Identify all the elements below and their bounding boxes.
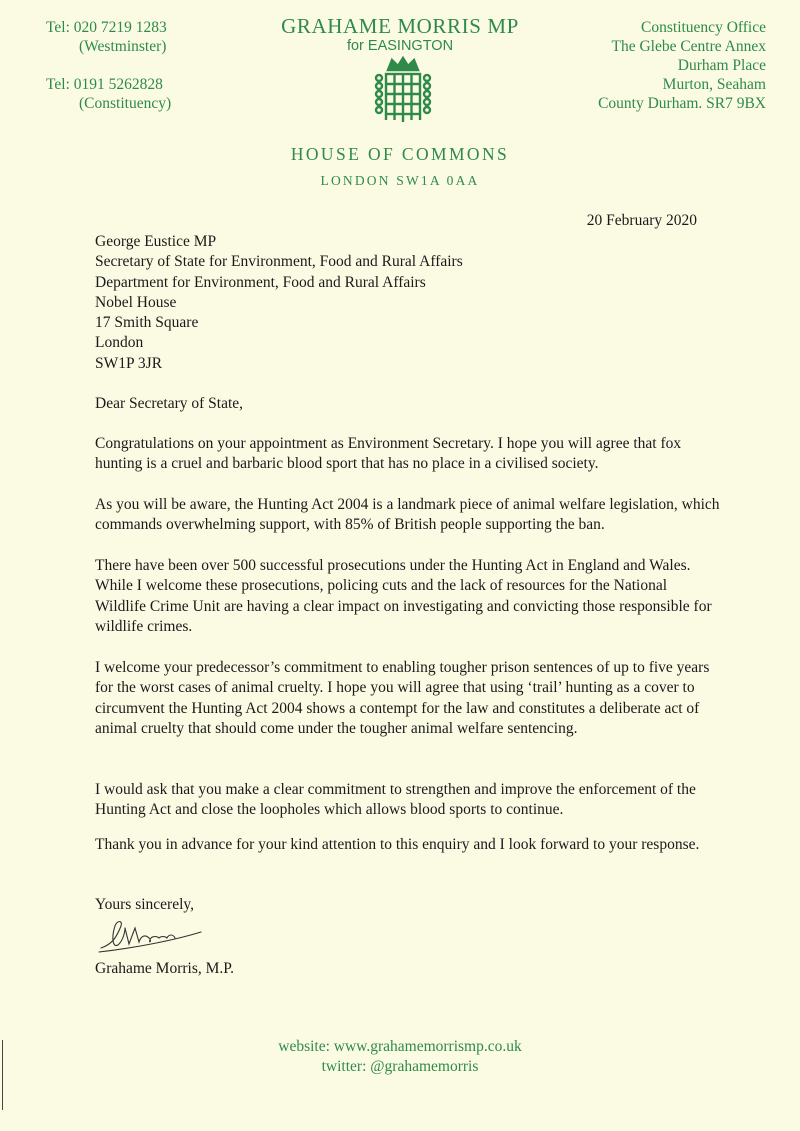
recipient-line: 17 Smith Square [95,314,199,332]
portcullis-icon [372,56,434,128]
recipient-line: Department for Environment, Food and Rural Affairs [95,273,426,291]
office-line: County Durham. SR7 9BX [598,95,766,112]
salutation: Dear Secretary of State, [95,395,244,412]
mp-name: GRAHAME MORRIS MP [281,14,519,38]
body-paragraph: Thank you in advance for your kind attention to this enquiry and I look forward to your response. [95,836,700,853]
constituency-office-address [598,18,766,113]
house-of-commons: HOUSE OF COMMONS [290,144,510,164]
twitter-handle[interactable]: twitter: @grahamemorris [321,1058,479,1075]
mp-seat: for EASINGTON [346,38,454,54]
body-paragraph: I would ask that you make a clear commitment to strengthen and improve the enforcement of the Hunting Act and close the loopholes which allows blood sports to continue. [95,781,696,819]
recipient-line: London [95,334,144,352]
body-paragraph: Congratulations on your appointment as Environment Secretary. I hope you will agree that fox hunting is a cruel and barbaric blood sport that has no place in a civilised society. [95,435,682,473]
recipient-line: Nobel House [95,293,177,311]
house-of-commons-address: LONDON SW1A 0AA [320,173,480,188]
tel-constituency: Tel: 0191 5262828 [46,76,163,93]
constituency-label: (Constituency) [79,95,172,112]
westminster-label: (Westminster) [79,38,167,55]
office-line: Murton, Seaham [662,76,766,93]
recipient-address [95,232,720,374]
signoff: Yours sincerely, [95,896,195,913]
signer-name: Grahame Morris, M.P. [95,960,235,977]
office-line: Constituency Office [641,19,766,36]
recipient-line: George Eustice MP [95,233,217,250]
scan-edge [2,1040,3,1110]
footer [0,1037,800,1077]
body-paragraph: There have been over 500 successful prosecutions under the Hunting Act in England and Wales. While I welcome these prosecutions, policing cuts and the lack of resources for the National Wildlife Crime Unit are having a clear impact on investigating and convicting those responsible for wildlife crimes. [95,557,712,635]
body-paragraph: I welcome your predecessor’s commitment to enabling tougher prison sentences of up to five years for the worst cases of animal cruelty. I hope you will agree that using ‘trail’ hunting as a cover to circumvent the Hunting Act 2004 shows a contempt for the law and constitutes a deliberate act of animal cruelty that should come under the tougher animal welfare sentencing. [95,659,710,737]
website-link[interactable]: website: www.grahamemorrismp.co.uk [278,1038,522,1055]
recipient-line: SW1P 3JR [95,354,163,372]
letter-date: 20 February 2020 [586,212,697,229]
office-line: Durham Place [677,57,766,74]
office-line: The Glebe Centre Annex [611,38,766,55]
tel-westminster: Tel: 020 7219 1283 [46,19,167,36]
signature-icon [95,914,205,956]
body-paragraph: As you will be aware, the Hunting Act 2004 is a landmark piece of animal welfare legislation, which commands overwhelming support, with 85% of British people supporting the ban. [95,496,720,534]
recipient-line: Secretary of State for Environment, Food and Rural Affairs [95,253,463,271]
